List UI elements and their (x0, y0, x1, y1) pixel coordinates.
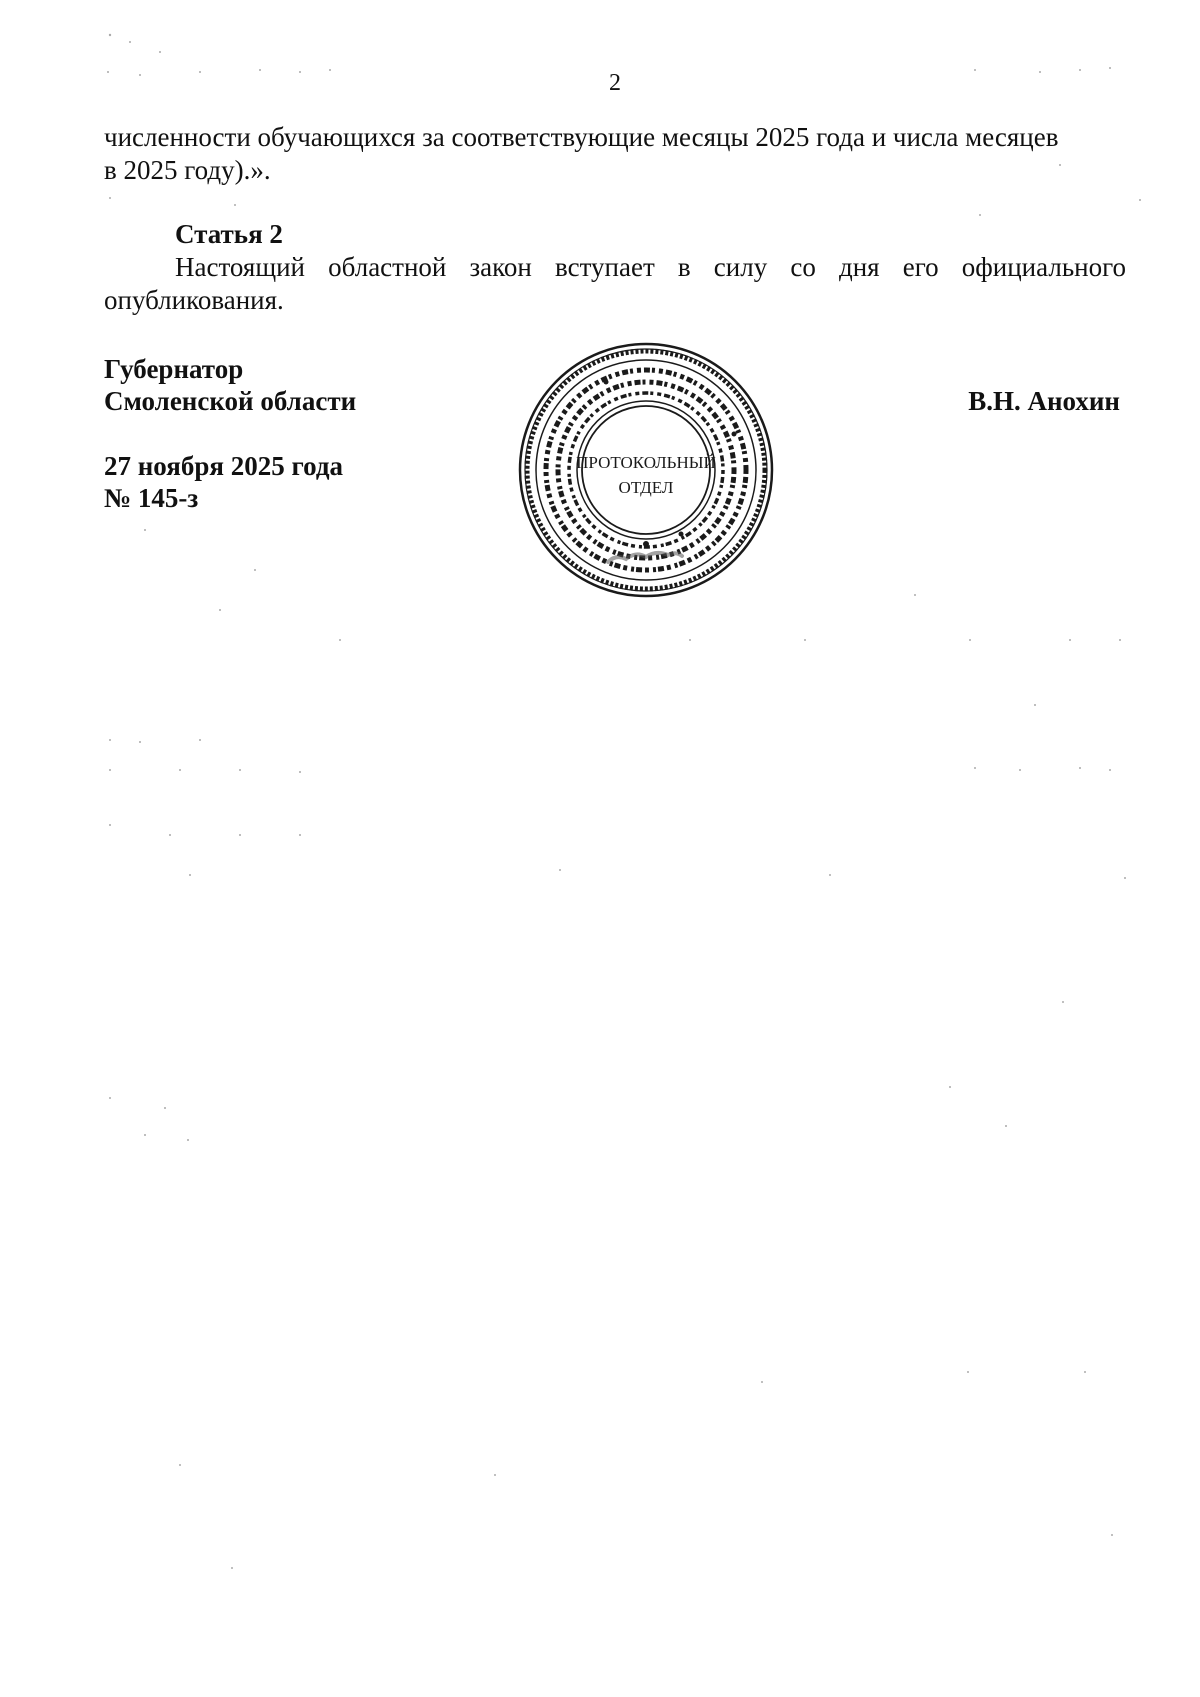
signatory-title (104, 353, 356, 417)
law-number: № 145-з (104, 483, 199, 513)
signatory-name: В.Н. Анохин (968, 386, 1120, 416)
article-heading: Статья 2 (175, 219, 283, 249)
signatory-title-line-2: Смоленской области (104, 386, 357, 416)
page-number: 2 (609, 70, 621, 96)
continuation-paragraph (104, 121, 1126, 187)
stamp-center-line-1: ПРОТОКОЛЬНЫЙ (576, 453, 716, 472)
signing-date: 27 ноября 2025 года (104, 451, 343, 481)
signatory-title-line-1: Губернатор (104, 354, 244, 384)
continuation-line-1: численности обучающихся за соответствующие месяцы 2025 года и числа месяцев (104, 122, 1059, 152)
stamp-center-line-2: ОТДЕЛ (618, 478, 674, 497)
official-seal-stamp (516, 340, 776, 600)
article-paragraph: Настоящий областной закон вступает в силу со дня его официального опубликования. (104, 252, 1126, 315)
continuation-line-2: в 2025 году).». (104, 155, 271, 185)
